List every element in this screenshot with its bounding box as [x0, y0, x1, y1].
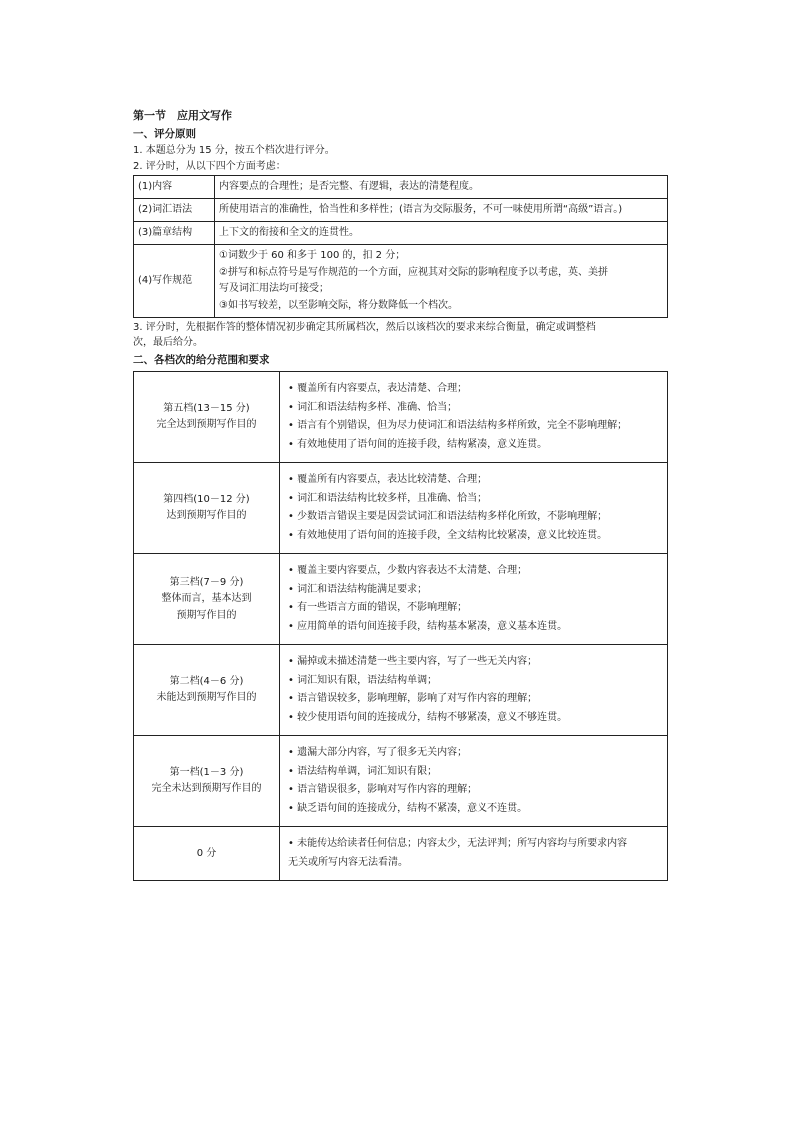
- bands-heading: 二、各档次的给分范围和要求: [133, 354, 270, 367]
- rule-3-line: 次，最后给分。: [133, 336, 203, 348]
- band-requirements: [280, 372, 668, 463]
- requirement-item: • 词汇和语法结构能满足要求；: [288, 583, 428, 595]
- band-requirements: [280, 554, 668, 645]
- band-name: [134, 554, 280, 645]
- band-name: [134, 463, 280, 554]
- requirement-item: • 词汇和语法结构比较多样，且准确、恰当；: [288, 492, 488, 504]
- norms-list: [215, 245, 668, 318]
- band-row: [134, 554, 668, 645]
- band-row: [134, 645, 668, 736]
- band-name-line: 第二档(4－6 分): [169, 675, 244, 687]
- requirement-item: • 覆盖所有内容要点，表达清楚、合理；: [288, 383, 468, 395]
- aspect-row: [134, 245, 668, 318]
- requirement-item: • 较少使用语句间的连接成分，结构不够紧凑，意义不够连贯。: [288, 711, 568, 723]
- aspect-row: [134, 176, 668, 199]
- requirement-item: • 有效地使用了语句间的连接手段，全文结构比较紧凑，意义比较连贯。: [288, 529, 608, 541]
- band-name-line: 0 分: [196, 847, 217, 859]
- rule-3: [133, 321, 668, 350]
- aspect-desc: 上下文的衔接和全文的连贯性。: [215, 222, 668, 245]
- band-row: [134, 372, 668, 463]
- norm-item: 写及词汇用法均可接受；: [219, 283, 329, 295]
- requirement-item: • 未能传达给读者任何信息；内容太少，无法评判；所写内容均与所要求内容: [288, 838, 628, 850]
- band-requirements: [280, 463, 668, 554]
- requirement-item: 无关或所写内容无法看清。: [288, 856, 408, 868]
- aspect-desc: 内容要点的合理性；是否完整、有逻辑，表达的清楚程度。: [215, 176, 668, 199]
- band-name: [134, 736, 280, 827]
- band-name-line: 完全未达到预期写作目的: [151, 783, 262, 795]
- requirement-item: • 有效地使用了语句间的连接手段，结构紧凑，意义连贯。: [288, 438, 548, 450]
- band-name: [134, 827, 280, 881]
- requirement-item: • 语言错误很多，影响对写作内容的理解；: [288, 784, 478, 796]
- rule-3-line: 3. 评分时，先根据作答的整体情况初步确定其所属档次，然后以该档次的要求来综合衡量，确定或调整档: [133, 322, 596, 334]
- band-name: [134, 645, 280, 736]
- band-name-line: 第一档(1－3 分): [169, 766, 244, 778]
- band-requirements: [280, 645, 668, 736]
- requirement-item: • 覆盖所有内容要点，表达比较清楚、合理；: [288, 474, 488, 486]
- requirement-item: • 语法结构单调，词汇知识有限；: [288, 765, 438, 777]
- requirement-item: • 覆盖主要内容要点，少数内容表达不太清楚、合理；: [288, 565, 528, 577]
- aspect-label: (4)写作规范: [134, 245, 215, 318]
- band-name-line: 预期写作目的: [176, 609, 237, 621]
- aspect-label: (1)内容: [134, 176, 215, 199]
- band-row: [134, 827, 668, 881]
- aspect-desc: 所使用语言的准确性，恰当性和多样性；(语言为交际服务，不可一味使用所谓“高级”语言。): [215, 199, 668, 222]
- aspect-row: [134, 199, 668, 222]
- band-name-line: 完全达到预期写作目的: [156, 419, 257, 431]
- requirement-item: • 语言有个别错误，但为尽力使词汇和语法结构多样所致，完全不影响理解；: [288, 420, 628, 432]
- aspects-table: [133, 175, 668, 318]
- band-name: [134, 372, 280, 463]
- requirement-item: • 漏掉或未描述清楚一些主要内容，写了一些无关内容；: [288, 656, 538, 668]
- requirement-item: • 少数语言错误主要是因尝试词汇和语法结构多样化所致，不影响理解；: [288, 511, 608, 523]
- band-name-line: 第四档(10－12 分): [163, 493, 250, 505]
- requirement-item: • 缺乏语句间的连接成分，结构不紧凑，意义不连贯。: [288, 802, 528, 814]
- aspect-row: [134, 222, 668, 245]
- band-name-line: 整体而言，基本达到: [161, 593, 252, 605]
- band-name-line: 达到预期写作目的: [166, 510, 247, 522]
- requirement-item: • 有一些语言方面的错误，不影响理解；: [288, 602, 468, 614]
- rule-2: 2. 评分时，从以下四个方面考虑：: [133, 160, 286, 172]
- band-name-line: 第三档(7－9 分): [169, 576, 244, 588]
- aspect-label: (3)篇章结构: [134, 222, 215, 245]
- norm-item: ②拼写和标点符号是写作规范的一个方面，应视其对交际的影响程度予以考虑，英、美拼: [219, 266, 608, 278]
- rule-1: 1. 本题总分为 15 分，按五个档次进行评分。: [133, 145, 335, 157]
- requirement-item: • 遗漏大部分内容，写了很多无关内容；: [288, 747, 468, 759]
- scoring-document: [133, 108, 668, 881]
- aspect-label: (2)词汇语法: [134, 199, 215, 222]
- bands-table: [133, 371, 668, 881]
- requirement-item: • 词汇和语法结构多样、准确、恰当；: [288, 401, 458, 413]
- requirement-item: • 语言错误较多，影响理解，影响了对写作内容的理解；: [288, 693, 538, 705]
- band-row: [134, 736, 668, 827]
- band-name-line: 未能达到预期写作目的: [156, 692, 257, 704]
- band-requirements: [280, 736, 668, 827]
- norm-item: ③如书写较差，以至影响交际，将分数降低一个档次。: [219, 299, 458, 311]
- band-row: [134, 463, 668, 554]
- norm-item: ①词数少于 60 和多于 100 的，扣 2 分；: [219, 250, 406, 262]
- section-title: 第一节 应用文写作: [133, 109, 232, 122]
- principles-heading: 一、评分原则: [133, 127, 196, 140]
- band-name-line: 第五档(13－15 分): [163, 402, 250, 414]
- requirement-item: • 词汇知识有限，语法结构单调；: [288, 674, 438, 686]
- band-requirements: [280, 827, 668, 881]
- requirement-item: • 应用简单的语句间连接手段，结构基本紧凑，意义基本连贯。: [288, 620, 568, 632]
